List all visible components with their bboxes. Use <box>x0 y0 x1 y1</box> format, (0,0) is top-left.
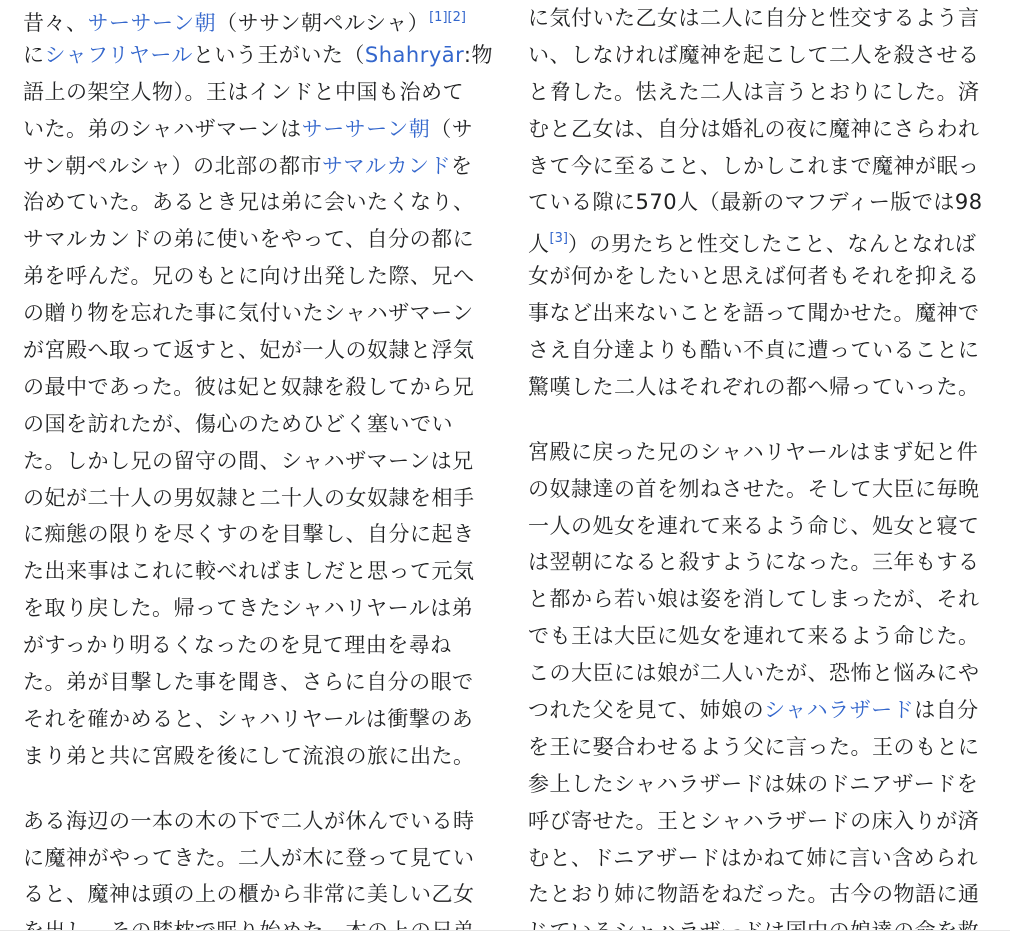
link-scheherazade[interactable]: シャハラザード <box>764 698 915 723</box>
text-line: い、しなければ魔神を起こして二人を殺させる <box>528 42 980 67</box>
paragraph-gap <box>23 775 483 803</box>
text-line: の国を訪れたが、傷心のためひどく塞いでい <box>23 411 453 436</box>
text-line: がすっかり明るくなったのを見て理由を尋ね <box>23 633 452 658</box>
paragraph-palace <box>528 434 988 950</box>
text-line: 呼び寄せた。王とシャハラザードの床入りが済 <box>528 808 980 833</box>
text-line: に気付いた乙女は二人に自分と性交するよう言 <box>528 6 980 30</box>
text-line: の贈り物を忘れた事に気付いたシャハザマーン <box>23 301 474 326</box>
text-line: 治めていた。あるとき兄は弟に会いたくなり、 <box>23 190 475 215</box>
text-line: 事など出来ないことを語って聞かせた。魔神で <box>528 301 980 326</box>
text-run: いた。弟のシャハザマーンは <box>23 116 302 141</box>
link-shahryar[interactable]: シャフリヤール <box>44 42 193 67</box>
left-column <box>23 0 493 950</box>
text-line: それを確かめると、シャハリヤールは衝撃のあ <box>23 706 474 731</box>
text-line: 一人の処女を連れて来るよう命じ、処女と寝て <box>528 513 980 538</box>
link-samarkand[interactable]: サマルカンド <box>322 153 452 178</box>
paragraph-maiden <box>528 0 988 406</box>
text-line: た出来事はこれに較べればましだと思って元気 <box>23 559 475 584</box>
text-line: 語上の架空人物）。王はインドと中国も治めて <box>23 79 464 104</box>
text-line: を取り戻した。帰ってきたシャハリヤールは弟 <box>23 596 474 621</box>
text-line: むと乙女は、自分は婚礼の夜に魔神にさらわれ <box>528 116 980 141</box>
link-sasanian-empire[interactable]: サーサーン朝 <box>87 11 217 35</box>
citation-link-3[interactable]: [3] <box>549 231 568 247</box>
text-line: に痴態の限りを尽くすのを目撃し、自分に起き <box>23 522 475 547</box>
text-run: ）の男たちと性交したこと、なんとなれば <box>567 232 977 257</box>
text-line <box>23 148 483 185</box>
text-line <box>528 692 988 729</box>
text-line: この大臣には娘が二人いたが、恐怖と悩みにや <box>528 661 980 686</box>
text-run: 昔々、 <box>23 11 88 35</box>
text-line: 宮殿に戻った兄のシャハリヤールはまず妃と件 <box>528 439 979 464</box>
text-run: という王がいた（ <box>192 42 365 67</box>
text-line: まり弟と共に宮殿を後にして流浪の旅に出た。 <box>23 743 475 768</box>
text-line: ある海辺の一本の木の下で二人が休んでいる時 <box>23 808 475 833</box>
text-line: の最中であった。彼は妃と奴隷を殺してから兄 <box>23 374 475 399</box>
text-run: （ササン朝ペルシャ） <box>216 11 430 35</box>
text-line: 女が何かをしたいと思えば何者もそれを抑える <box>528 264 980 289</box>
text-line <box>23 37 493 74</box>
text-line: たとおり姉に物語をねだった。古今の物語に通 <box>528 882 980 907</box>
text-run: :物 <box>463 42 493 67</box>
text-run: （サ <box>430 116 474 141</box>
text-run: 人 <box>528 232 550 257</box>
text-run: は自分 <box>914 698 979 723</box>
text-line: 弟を呼んだ。兄のもとに向け出発した際、兄へ <box>23 264 475 289</box>
text-line: が宮殿へ取って返すと、妃が一人の奴隷と浮気 <box>23 338 475 363</box>
text-line: と脅した。怯えた二人は言うとおりにした。済 <box>528 79 980 104</box>
paragraph-seaside <box>23 803 483 950</box>
text-line: を王に娶合わせるよう父に言った。王のもとに <box>528 734 980 759</box>
text-line: 参上したシャハラザードは妹のドニアザードを <box>528 771 979 796</box>
link-sasanian-empire-2[interactable]: サーサーン朝 <box>301 116 431 141</box>
text-line: の奴隷達の首を刎ねさせた。そして大臣に毎晩 <box>528 476 980 501</box>
text-line: むと、ドニアザードはかねて姉に言い含められ <box>528 845 979 870</box>
text-line: ると、魔神は頭の上の櫃から非常に美しい乙女 <box>23 882 475 907</box>
text-line <box>528 221 988 258</box>
text-line: ている隙に570人（最新のマフディー版では98 <box>528 190 983 215</box>
text-line: でも王は大臣に処女を連れて来るよう命じた。 <box>528 624 980 649</box>
text-line: た。弟が目撃した事を聞き、さらに自分の眼で <box>23 670 474 695</box>
text-line: と都から若い娘は姿を消してしまったが、それ <box>528 587 980 612</box>
paragraph-intro <box>23 0 493 775</box>
text-line: た。しかし兄の留守の間、シャハザマーンは兄 <box>23 448 474 473</box>
text-line: さえ自分達よりも酷い不貞に遭っていることに <box>528 338 980 363</box>
text-line: サマルカンドの弟に使いをやって、自分の都に <box>23 227 475 252</box>
right-column <box>528 0 988 950</box>
paragraph-gap <box>528 406 988 434</box>
citation-link-1-2[interactable]: [1][2] <box>429 10 466 25</box>
text-run: に <box>23 42 45 67</box>
text-run: サン朝ペルシャ）の北部の都市 <box>23 153 323 178</box>
text-line <box>23 111 483 148</box>
text-run: つれた父を見て、姉娘の <box>528 698 765 723</box>
text-line: の妃が二十人の男奴隷と二十人の女奴隷を相手 <box>23 485 475 510</box>
text-run: を <box>451 153 473 178</box>
text-line: に魔神がやってきた。二人が木に登って見てい <box>23 845 475 870</box>
text-line <box>23 0 483 37</box>
link-shahryar-latin[interactable]: Shahryār <box>364 42 464 67</box>
text-line: 驚嘆した二人はそれぞれの都へ帰っていった。 <box>528 374 980 399</box>
text-line: は翌朝になると殺すようになった。三年もする <box>528 550 980 575</box>
text-line: きて今に至ること、しかしこれまで魔神が眠っ <box>528 153 980 178</box>
